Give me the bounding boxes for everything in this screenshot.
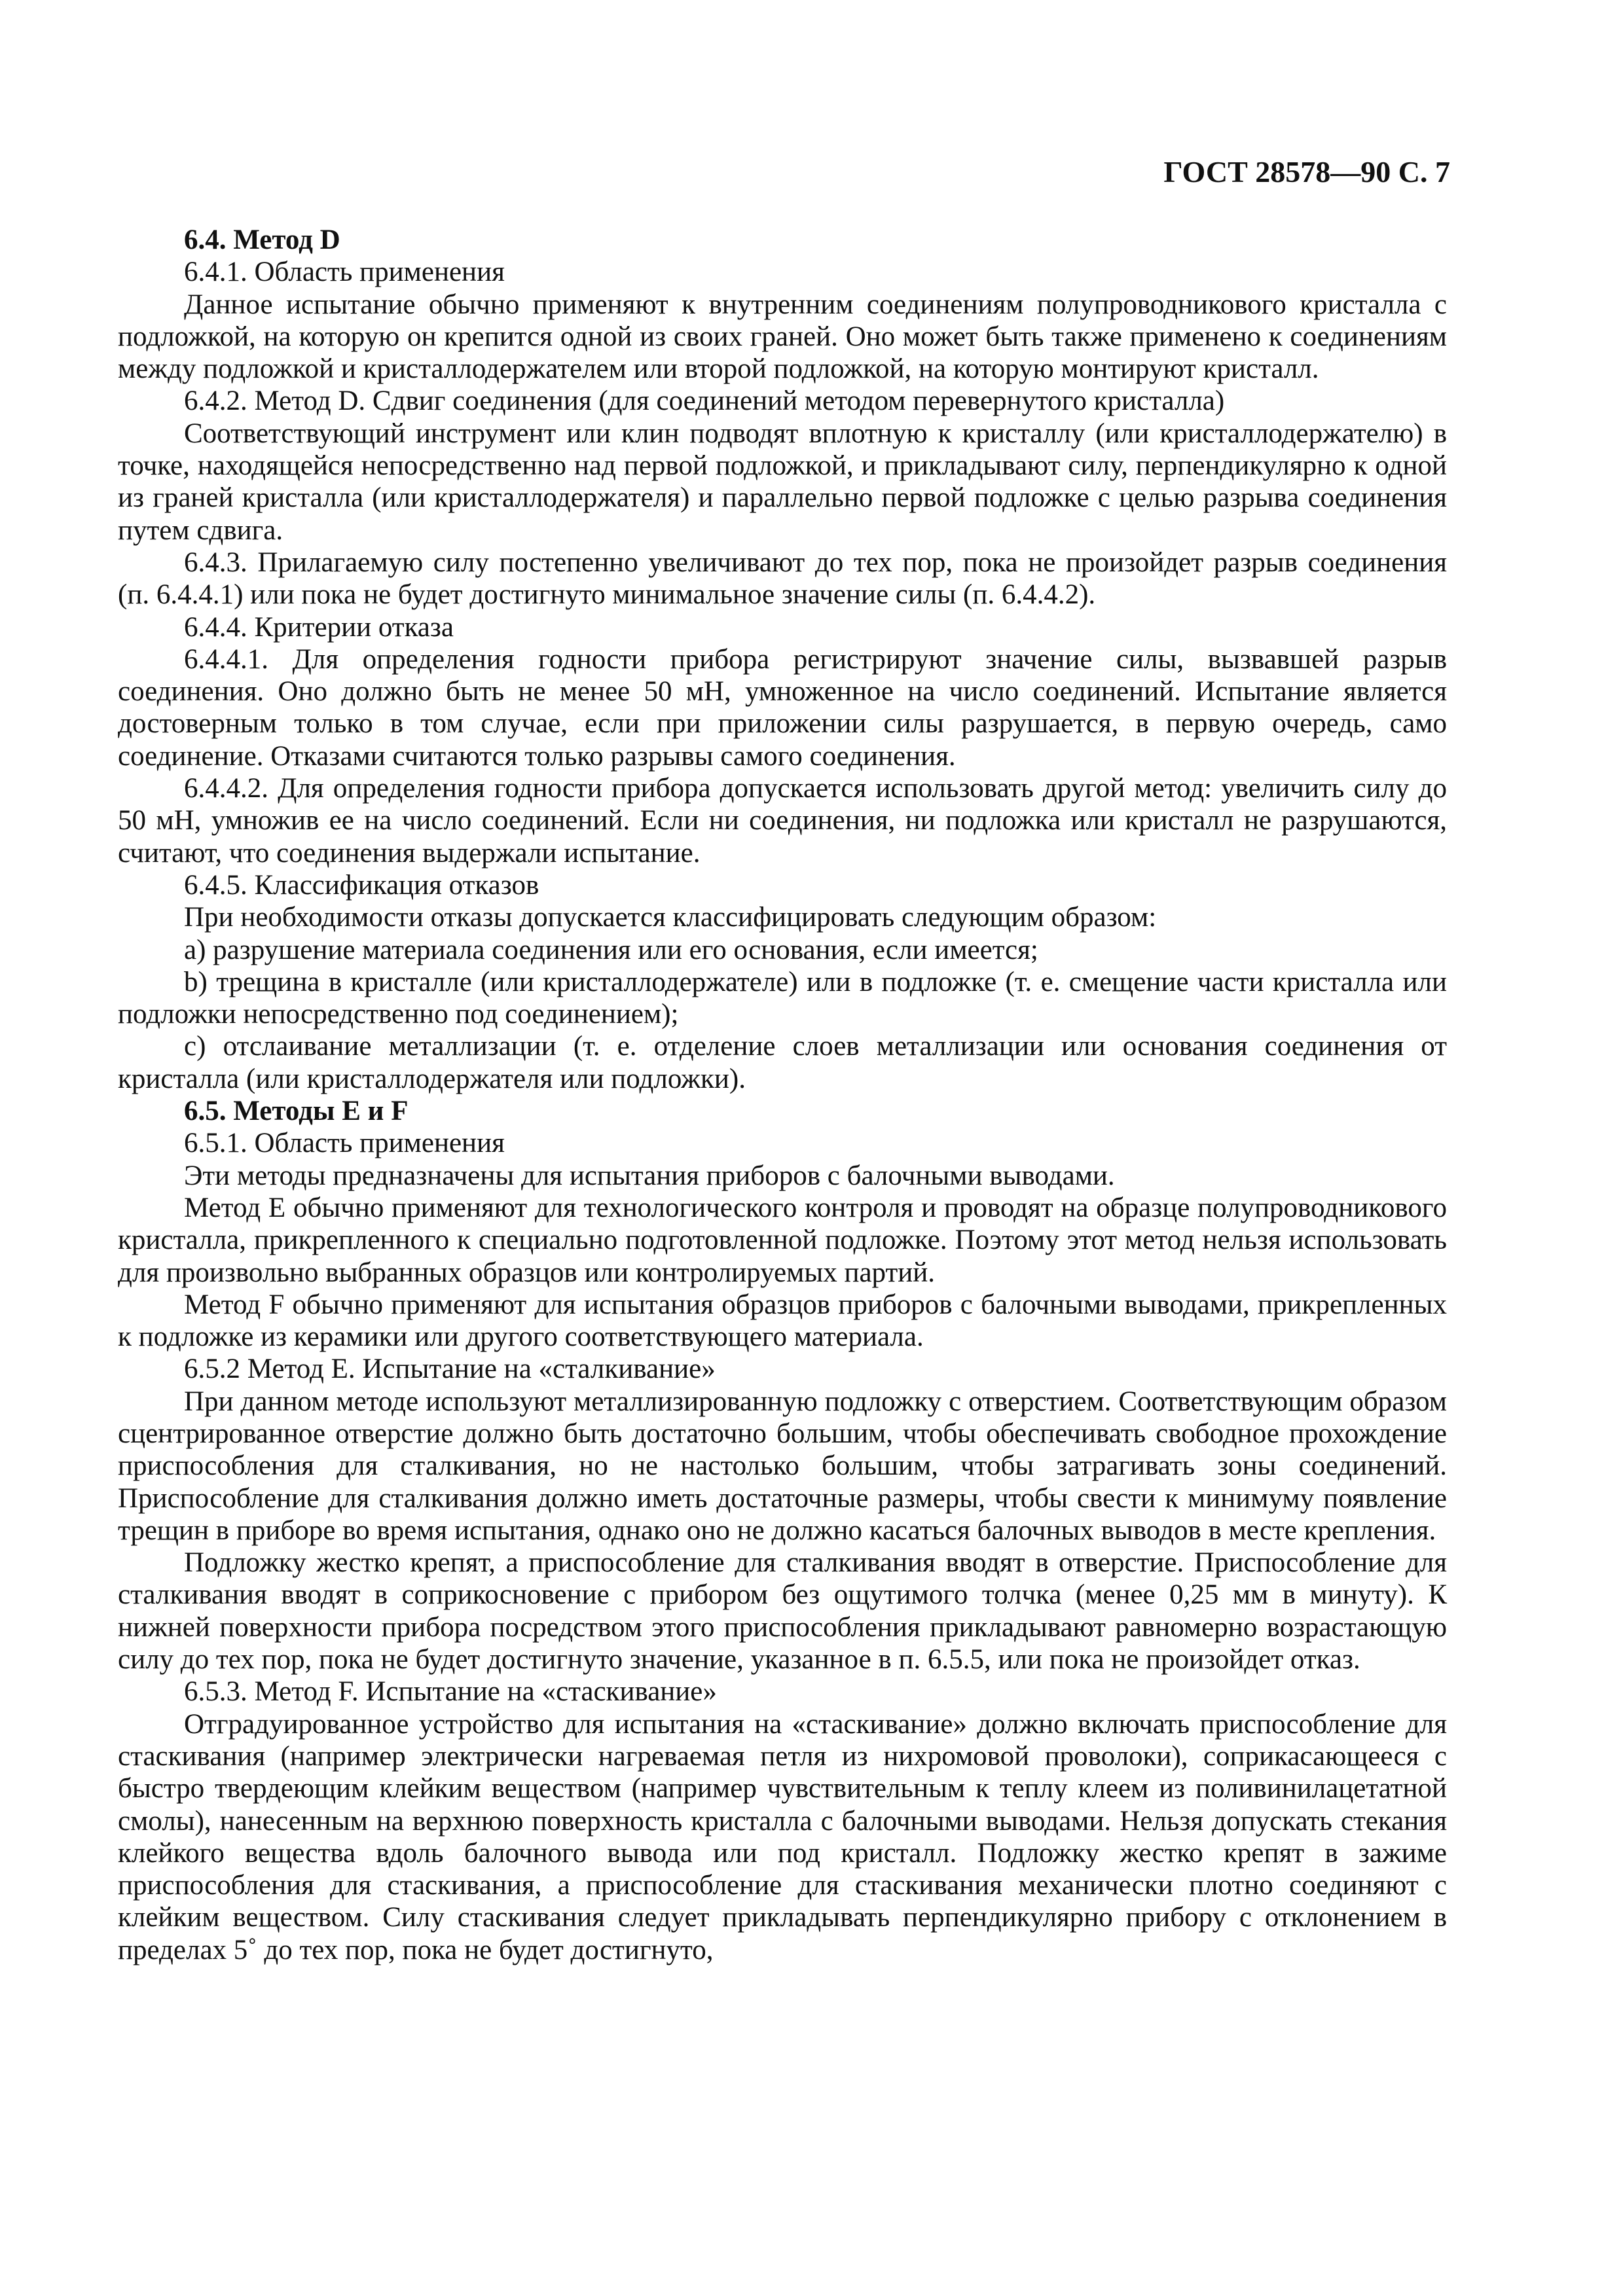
paragraph: 6.4.4.2. Для определения годности прибора допускается использовать другой метод: увеличить силу до 50 мН, умножив ее на число соединений. Если ни соединения, ни подложка или кристалл не разрушаются, считают, что соединения выдержали испытание. <box>118 773 1447 869</box>
subsection-heading: 6.4.5. Классификация отказов <box>184 869 539 901</box>
paragraph: Метод F обычно применяют для испытания образцов приборов с балочными выводами, прикрепленных к подложке из керамики или другого соответствующего материала. <box>118 1289 1447 1353</box>
document-body <box>118 224 1447 1966</box>
subsection-heading: 6.4.2. Метод D. Сдвиг соединения (для соединений методом перевернутого кристалла) <box>184 386 1225 417</box>
subsection-heading: 6.4.4. Критерии отказа <box>184 611 454 643</box>
paragraph: Соответствующий инструмент или клин подводят вплотную к кристаллу (или кристаллодержателю) в точке, находящейся непосредственно над первой подложкой, и прикладывают силу, перпендикулярно к одной из граней кристалла (или кристаллодержателя) и параллельно первой подложке с целью разрыва соединения путем сдвига. <box>118 418 1447 546</box>
subsection-heading: 6.4.1. Область применения <box>184 257 505 288</box>
subsection-heading: 6.5.3. Метод F. Испытание на «стаскивание» <box>184 1676 717 1708</box>
subsection-heading: 6.5.1. Область применения <box>184 1128 505 1159</box>
page-header: ГОСТ 28578—90 С. 7 <box>1163 155 1450 188</box>
paragraph: Подложку жестко крепят, а приспособление для сталкивания вводят в отверстие. Приспособление для сталкивания вводят в соприкосновение с прибором без ощутимого толчка (менее 0,25 мм в минуту). К нижней поверхности прибора посредством этого приспособления прикладывают равномерно возрастающую силу до тех пор, пока не будет достигнуто значение, указанное в п. 6.5.5, или пока не произойдет отказ. <box>118 1547 1447 1676</box>
list-item: c) отслаивание металлизации (т. е. отделение слоев металлизации или основания соединения от кристалла (или кристаллодержателя или подложки). <box>118 1031 1447 1094</box>
list-item: b) трещина в кристалле (или кристаллодержателе) или в подложке (т. е. смещение части кристалла или подложки непосредственно под соединением); <box>118 966 1447 1030</box>
paragraph: Метод Е обычно применяют для технологического контроля и проводят на образце полупроводникового кристалла, прикрепленного к специально подготовленной подложке. Поэтому этот метод нельзя использовать для произвольно выбранных образцов или контролируемых партий. <box>118 1192 1447 1288</box>
paragraph: При данном методе используют металлизированную подложку с отверстием. Соответствующим образом сцентрированное отверстие должно быть достаточно большим, чтобы обеспечивать свободное прохождение приспособления для сталкивания, но не настолько большим, чтобы затрагивать зоны соединений. Приспособление для сталкивания должно иметь достаточные размеры, чтобы свести к минимуму появление трещин в приборе во время испытания, однако оно не должно касаться балочных выводов в месте крепления. <box>118 1386 1447 1546</box>
paragraph: При необходимости отказы допускается классифицировать следующим образом: <box>184 902 1157 933</box>
subsection-heading: 6.5.2 Метод Е. Испытание на «сталкивание» <box>184 1354 716 1385</box>
paragraph: Данное испытание обычно применяют к внутренним соединениям полупроводникового кристалла с подложкой, на которую он крепится одной из своих граней. Оно может быть также применено к соединениям между подложкой и кристаллодержателем или второй подложкой, на которую монтируют кристалл. <box>118 289 1447 385</box>
paragraph: 6.4.3. Прилагаемую силу постепенно увеличивают до тех пор, пока не произойдет разрыв соединения (п. 6.4.4.1) или пока не будет достигнуто минимальное значение силы (п. 6.4.4.2). <box>118 547 1447 611</box>
paragraph: Эти методы предназначены для испытания приборов с балочными выводами. <box>184 1160 1115 1191</box>
paragraph: 6.4.4.1. Для определения годности прибора регистрируют значение силы, вызвавшей разрыв соединения. Оно должно быть не менее 50 мН, умноженное на число соединений. Испытание является достоверным только в том случае, если при приложении силы разрушается, в первую очередь, само соединение. Отказами считаются только разрывы самого соединения. <box>118 643 1447 772</box>
section-heading: 6.4. Метод D <box>184 224 340 255</box>
list-item: a) разрушение материала соединения или его основания, если имеется; <box>184 934 1038 965</box>
paragraph: Отградуированное устройство для испытания на «стаскивание» должно включать приспособление для стаскивания (например электрически нагреваемая петля из нихромовой проволоки), соприкасающееся с быстро твердеющим клейким веществом (например чувствительным к теплу клеем из поливинилацетатной смолы), нанесенным на верхнюю поверхность кристалла с балочными выводами. Нельзя допускать стекания клейкого вещества вдоль балочного вывода или под кристалл. Подложку жестко крепят в зажиме приспособления для стаскивания, а приспособление для стаскивания механически плотно соединяют с клейким веществом. Силу стаскивания следует прикладывать перпендикулярно прибору с отклонением в пределах 5˚ до тех пор, пока не будет достигнуто, <box>118 1708 1447 1965</box>
section-heading: 6.5. Методы Е и F <box>184 1096 409 1127</box>
